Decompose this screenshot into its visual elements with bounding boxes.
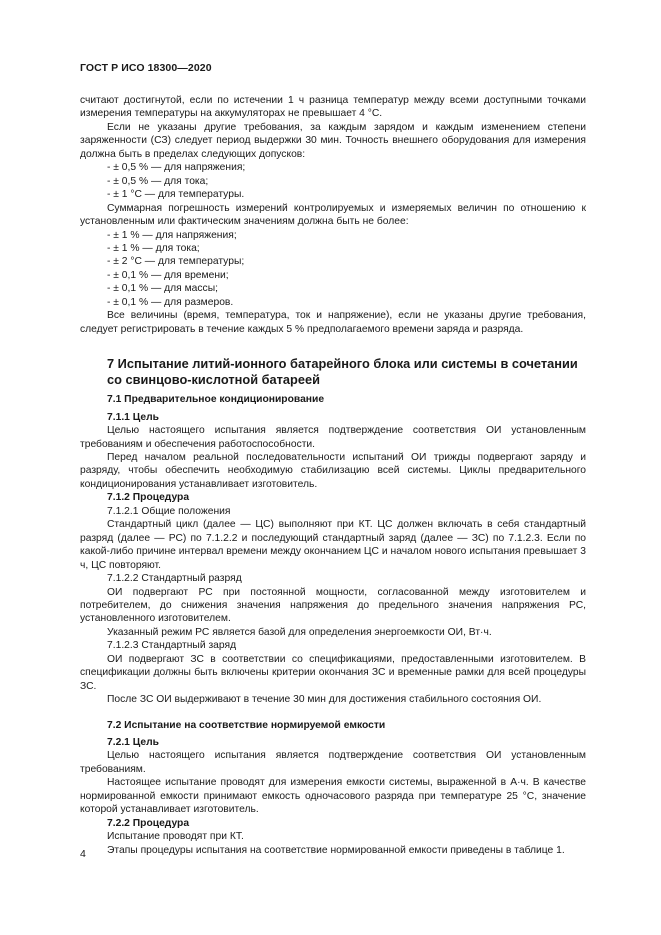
paragraph: Настоящее испытание проводят для измерения емкости системы, выраженной в А·ч. В качестве нормированной емкости принимают емкость одночасового разряда при температуре 25 °С, значение которой устанавливает изготовитель. (80, 777, 586, 816)
paragraph: Целью настоящего испытания является подтверждение соответствия ОИ установленным требованиям. (80, 750, 586, 775)
paragraph: После ЗС ОИ выдерживают в течение 30 мин для достижения стабильного состояния ОИ. (107, 694, 542, 706)
document-header: ГОСТ Р ИСО 18300—2020 (80, 62, 212, 74)
section-heading-7-1-2: 7.1.2 Процедура (107, 492, 190, 504)
paragraph: Все величины (время, температура, ток и напряжение), если не указаны другие требования, следует регистрировать в течение каждых 5 % предполагаемого времени заряда и разряда. (80, 310, 586, 335)
paragraph: Испытание проводят при КТ. (107, 831, 244, 843)
list-item: - ± 0,5 % — для напряжения; (107, 162, 246, 174)
paragraph: Суммарная погрешность измерений контролируемых и измеряемых величин по отношению к установленным или фактическим значениям должна быть не более: (80, 202, 586, 228)
page-number: 4 (80, 848, 86, 860)
paragraph: Если не указаны другие требования, за каждым зарядом и каждым изменением степени заряженности (СЗ) следует период выдержки 30 мин. Точность внешнего оборудования для измерения должна быть в пределах следующих допусков: (80, 121, 586, 160)
paragraph: Этапы процедуры испытания на соответствие нормированной емкости приведены в таблице 1. (107, 844, 565, 856)
document-body (80, 94, 586, 857)
list-item: - ± 0,5 % — для тока; (107, 175, 209, 187)
paragraph: ОИ подвергают РС при постоянной мощности, согласованной между изготовителем и потребителем, до снижения значения напряжения до предельного значения напряжения РС, установленного изготовителем. (80, 586, 586, 625)
section-heading-7-1-2-2: 7.1.2.2 Стандартный разряд (107, 573, 242, 585)
section-heading-7-2-2: 7.2.2 Процедура (107, 817, 190, 829)
paragraph: ОИ подвергают ЗС в соответствии со спецификациями, предоставленными изготовителем. В спецификации должны быть включены критерии окончания ЗС и временные рамки для всей процедуры ЗС. (80, 653, 586, 692)
paragraph: Целью настоящего испытания является подтверждение соответствия ОИ установленным требованиям и обеспечения работоспособности. (80, 425, 586, 450)
section-heading-7-2-1: 7.2.1 Цель (107, 737, 160, 749)
section-heading-7-1: 7.1 Предварительное кондиционирование (107, 394, 325, 406)
error-list (80, 229, 586, 310)
list-item: - ± 2 °С — для температуры; (107, 256, 245, 268)
list-item: - ± 0,1 % — для размеров. (107, 296, 234, 308)
paragraph: считают достигнутой, если по истечении 1 ч разница температур между всеми доступными точками измерения температуры на аккумуляторах не превышает 4 °С. (80, 95, 586, 120)
section-heading-7-1-2-3: 7.1.2.3 Стандартный заряд (107, 640, 237, 652)
list-item: - ± 1 % — для тока; (107, 242, 200, 254)
list-item: - ± 1 °С — для температуры. (107, 189, 245, 201)
section-heading-7-2: 7.2 Испытание на соответствие нормируемой емкости (107, 719, 386, 731)
section-heading-7-1-2-1: 7.1.2.1 Общие положения (107, 505, 231, 517)
paragraph: Указанный режим РС является базой для определения энергоемкости ОИ, Вт·ч. (107, 626, 492, 638)
section-heading-7-1-1: 7.1.1 Цель (107, 411, 160, 423)
tolerance-list (80, 161, 586, 201)
list-item: - ± 1 % — для напряжения; (107, 229, 237, 241)
paragraph: Перед началом реальной последовательности испытаний ОИ трижды подвергают заряду и разряду, чтобы обеспечить необходимую стабилизацию всей системы. Циклы предварительного кондиционирования устанавливает изготовитель. (80, 451, 586, 490)
list-item: - ± 0,1 % — для времени; (107, 269, 229, 281)
paragraph: Стандартный цикл (далее — ЦС) выполняют при КТ. ЦС должен включать в себя стандартный разряд (далее — РС) по 7.1.2.2 и последующий стандартный заряд (далее — ЗС) по 7.1.2.3. Если по какой-либо причине интервал времени между окончанием ЦС и началом нового испытания превышает 3 ч, ЦС повторяют. (80, 519, 586, 571)
list-item: - ± 0,1 % — для массы; (107, 283, 218, 295)
section-heading-7: 7 Испытание литий-ионного батарейного блока или системы в сочетании со свинцово-кислотной батареей (107, 356, 578, 387)
